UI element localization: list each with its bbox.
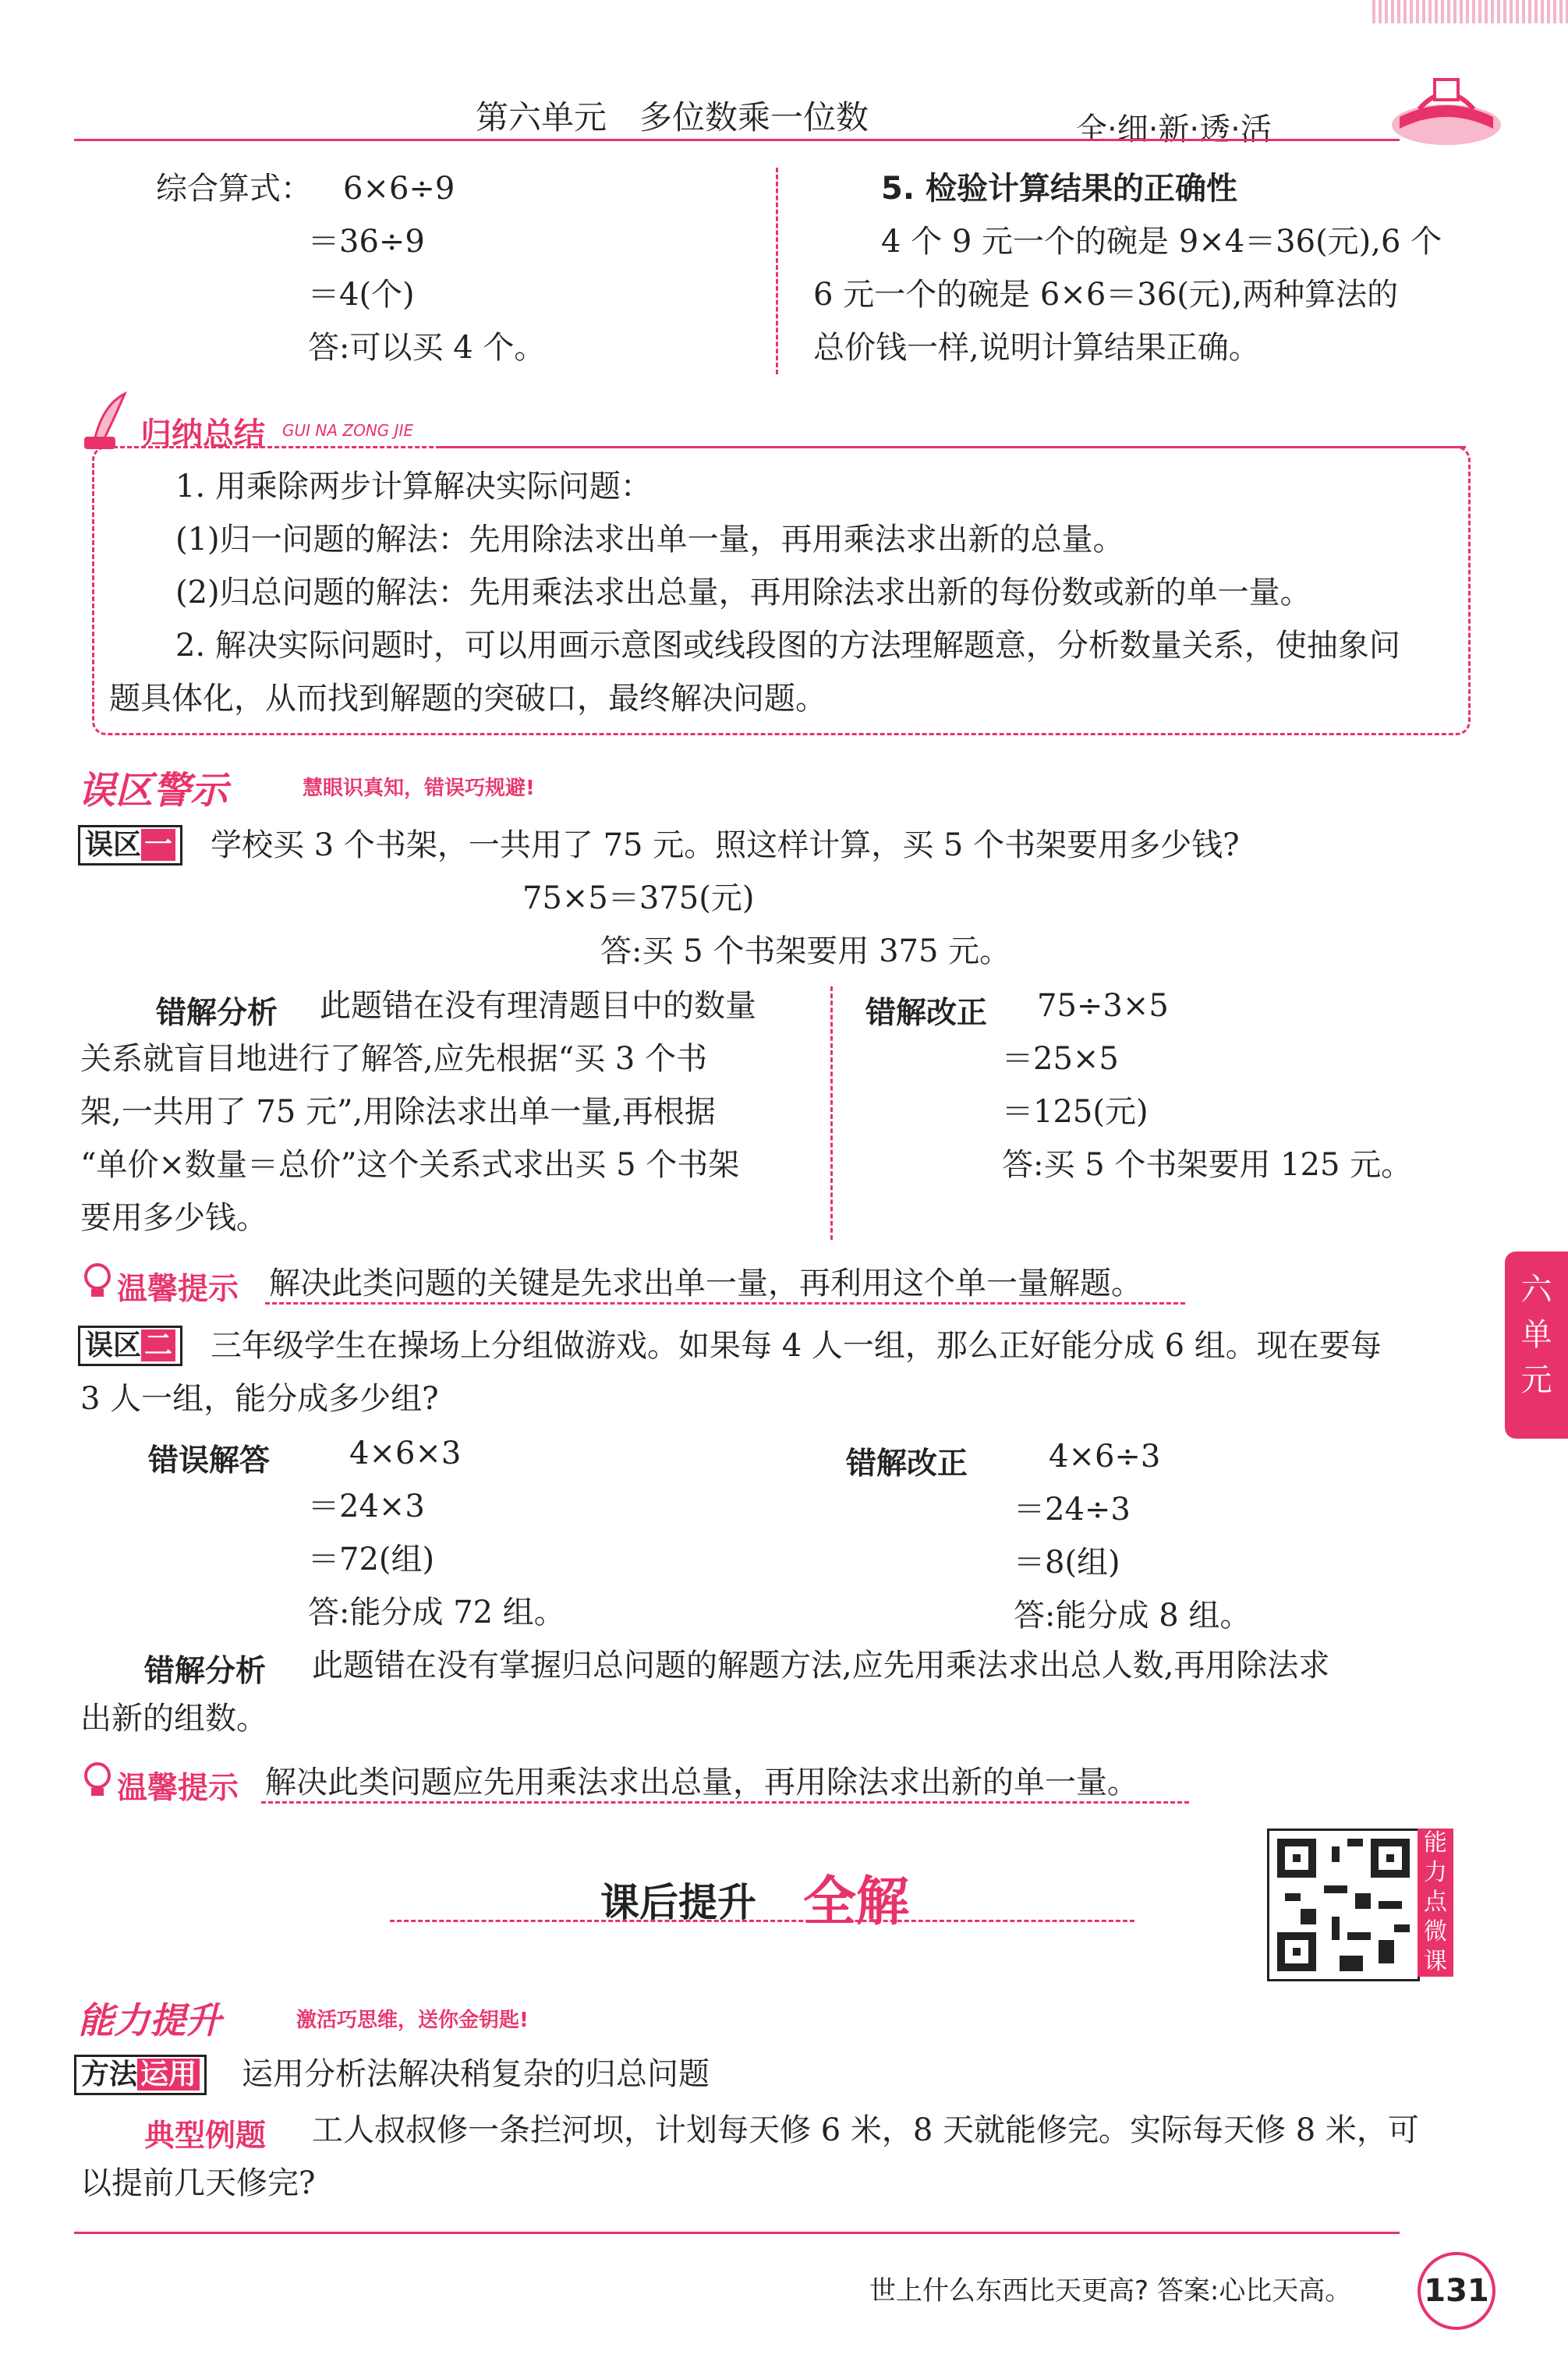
mistake-1-analysis-4: “单价×数量＝总价”这个关系式求出买 5 个书架 <box>80 1147 740 1183</box>
summary-line-2: (1)归一问题的解法：先用除法求出单一量，再用乘法求出新的总量。 <box>175 522 1124 558</box>
mistake-1-fix-step-1: ＝25×5 <box>1002 1041 1119 1077</box>
quill-icon <box>78 390 133 452</box>
mistake-2-wrong-answer: 答:能分成 72 组。 <box>308 1595 565 1630</box>
unit-title: 第六单元 多位数乘一位数 <box>476 98 869 136</box>
mistake-1-tip: 解决此类问题的关键是先求出单一量，再利用这个单一量解题。 <box>269 1266 1142 1301</box>
after-class-title-a: 课后提升 <box>600 1880 756 1925</box>
summary-line-3: (2)归总问题的解法：先用乘法求出总量，再用除法求出新的每份数或新的单一量。 <box>175 575 1311 611</box>
mistakes-title: 误区警示 <box>78 769 228 813</box>
check-line-1: 4 个 9 元一个的碗是 9×4＝36(元),6 个 <box>881 224 1442 260</box>
mistake-1-fix-label: 错解改正 <box>865 996 988 1031</box>
mistake-2-wrong-label: 错误解答 <box>148 1443 271 1478</box>
method-tag: 方法 运用 <box>74 2055 207 2095</box>
check-line-3: 总价钱一样,说明计算结果正确。 <box>813 330 1260 366</box>
combined-formula: 6×6÷9 <box>343 171 455 207</box>
mistake-1-analysis-label: 错解分析 <box>156 996 278 1031</box>
mistake-1-fix-expr: 75÷3×5 <box>1037 988 1169 1024</box>
mistake-1-tip-label: 温馨提示 <box>117 1272 239 1307</box>
mistake-2-tag: 误区 二 <box>78 1326 182 1366</box>
qr-code-icon <box>1267 1829 1420 1981</box>
example-label: 典型例题 <box>144 2119 267 2154</box>
mistake-1-tip-underline <box>265 1302 1185 1305</box>
example-line-2: 以提前几天修完? <box>80 2165 316 2201</box>
method-text: 运用分析法解决稍复杂的归总问题 <box>242 2056 710 2092</box>
mistake-1-tag: 误区 一 <box>78 825 182 866</box>
mistake-2-fix-label: 错解改正 <box>846 1446 968 1482</box>
mistake-1-divider <box>830 986 833 1240</box>
ability-subtitle: 激活巧思维，送你金钥匙! <box>296 2009 529 2032</box>
summary-line-1: 1. 用乘除两步计算解决实际问题： <box>175 469 652 505</box>
mistake-1-analysis-1: 此题错在没有理清题目中的数量 <box>320 988 756 1024</box>
mistake-2-tip-label: 温馨提示 <box>117 1771 239 1806</box>
summary-line-4: 2. 解决实际问题时，可以用画示意图或线段图的方法理解题意，分析数量关系，使抽象问 <box>175 628 1400 664</box>
banner-rule <box>390 1920 1134 1922</box>
mistake-1-wrong-answer: 答:买 5 个书架要用 375 元。 <box>600 933 1011 969</box>
mistake-1-analysis-5: 要用多少钱。 <box>80 1200 267 1236</box>
summary-pinyin: GUI NA ZONG JIE <box>282 421 414 440</box>
mistake-2-wrong-step-2: ＝72(组) <box>308 1542 435 1577</box>
mistake-2-fix-expr: 4×6÷3 <box>1049 1439 1161 1475</box>
footer-rule <box>74 2232 1400 2234</box>
summary-title: 归纳总结 <box>140 416 265 452</box>
combined-formula-label: 综合算式： <box>156 171 312 207</box>
lightbulb-icon <box>78 1758 117 1802</box>
mistake-2-fix-answer: 答:能分成 8 组。 <box>1014 1598 1251 1634</box>
mistake-2-question-1: 三年级学生在操场上分组做游戏。如果每 4 人一组，那么正好能分成 6 组。现在要每 <box>211 1328 1382 1364</box>
footer-riddle: 世上什么东西比天更高? 答案:心比天高。 <box>869 2275 1352 2307</box>
mistake-1-fix-answer: 答:买 5 个书架要用 125 元。 <box>1002 1147 1413 1183</box>
mistake-1-fix-step-2: ＝125(元) <box>1002 1094 1149 1130</box>
mistake-2-tip-underline <box>261 1801 1189 1804</box>
after-class-title-b: 全解 <box>803 1871 910 1933</box>
formula-answer: 答:可以买 4 个。 <box>308 330 546 366</box>
header-rule <box>74 139 1400 141</box>
mistake-1-question: 学校买 3 个书架，一共用了 75 元。照这样计算，买 5 个书架要用多少钱? <box>211 827 1240 863</box>
check-line-2: 6 元一个的碗是 6×6＝36(元),两种算法的 <box>813 277 1399 313</box>
lightbulb-icon <box>78 1259 117 1303</box>
summary-line-5: 题具体化，从而找到解题的突破口，最终解决问题。 <box>109 681 826 717</box>
header-decoration-strip <box>1372 0 1568 23</box>
mistake-2-question-2: 3 人一组，能分成多少组? <box>80 1381 439 1417</box>
qr-caption: 能力点微课 <box>1418 1829 1453 1977</box>
mistake-2-fix-step-1: ＝24÷3 <box>1014 1492 1131 1528</box>
mistake-2-analysis-2: 出新的组数。 <box>80 1701 267 1737</box>
page-number: 131 <box>1418 2252 1495 2330</box>
mistake-2-analysis-label: 错解分析 <box>144 1654 267 1689</box>
mistake-2-fix-step-2: ＝8(组) <box>1014 1545 1120 1581</box>
column-divider <box>776 168 778 374</box>
mistake-1-wrong-expr: 75×5＝375(元) <box>522 880 755 916</box>
ability-title: 能力提升 <box>78 1999 221 2041</box>
header-slogan: 全·细·新·透·活 <box>1076 112 1272 147</box>
mistake-1-analysis-2: 关系就盲目地进行了解答,应先根据“买 3 个书 <box>80 1041 708 1077</box>
book-logo-icon <box>1388 62 1505 148</box>
check-title: 5. 检验计算结果的正确性 <box>881 171 1237 207</box>
mistake-2-wrong-expr: 4×6×3 <box>349 1436 462 1471</box>
mistake-2-analysis-1: 此题错在没有掌握归总问题的解题方法,应先用乘法求出总人数,再用除法求 <box>312 1648 1330 1683</box>
unit-side-tab: 六 单 元 <box>1505 1252 1568 1439</box>
formula-step-1: ＝36÷9 <box>308 224 425 260</box>
mistake-1-analysis-3: 架,一共用了 75 元”,用除法求出单一量,再根据 <box>80 1094 716 1130</box>
formula-step-2: ＝4(个) <box>308 277 415 313</box>
mistake-2-wrong-step-1: ＝24×3 <box>308 1489 425 1524</box>
mistakes-subtitle: 慧眼识真知，错误巧规避! <box>303 777 535 800</box>
example-line-1: 工人叔叔修一条拦河坝，计划每天修 6 米，8 天就能修完。实际每天修 8 米，可 <box>312 2112 1419 2148</box>
mistake-2-tip: 解决此类问题应先用乘法求出总量，再用除法求出新的单一量。 <box>265 1765 1138 1800</box>
